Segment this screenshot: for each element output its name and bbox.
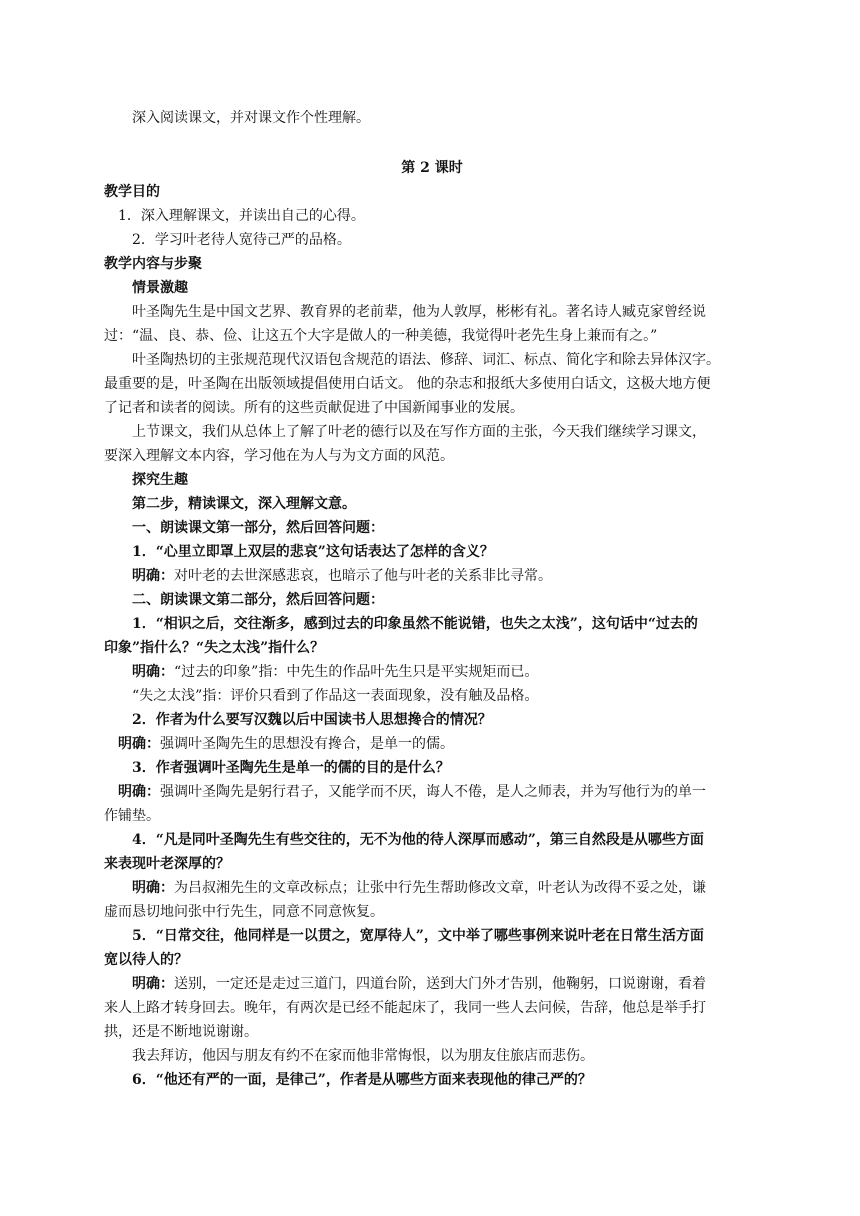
answer-label: 明确： xyxy=(132,568,174,584)
part-heading-2: 二、朗读课文第二部分，然后回答问题： xyxy=(132,592,384,608)
question-6: 5．“日常交往，他同样是一以贯之，宽厚待人”，文中举了哪些事例来说叶老在日常生活方面 xyxy=(132,928,704,944)
question-4: 3．作者强调叶圣陶先生是单一的儒的目的是什么？ xyxy=(132,760,450,776)
intro-line: 深入阅读课文，并对课文作个性理解。 xyxy=(132,110,370,126)
question-6-cont: 宽以待人的？ xyxy=(104,952,188,968)
answer-5 xyxy=(132,876,760,900)
answer-label: 明确： xyxy=(132,880,174,896)
paragraph-line: 最重要的是，叶圣陶在出版领域提倡使用白话文。 他的杂志和报纸大多使用白话文，这极大地方便 xyxy=(104,376,711,392)
question-2: 1．“相识之后，交往渐多，感到过去的印象虽然不能说错，也失之太浅”，这句话中“过去的 xyxy=(132,616,698,632)
answer-6-extra: 我去拜访，他因与朋友有约不在家而他非常悔恨，以为朋友住旅店而悲伤。 xyxy=(132,1048,594,1064)
answer-5-cont: 虚而恳切地问张中行先生，同意不同意恢复。 xyxy=(104,904,384,920)
paragraph-line: 过：“温、良、恭、俭、让这五个大字是做人的一种美德，我觉得叶老先生身上兼而有之。” xyxy=(104,328,658,344)
answer-label: 明确： xyxy=(132,976,174,992)
goals-heading: 教学目的 xyxy=(104,184,160,200)
paragraph-line: 叶圣陶热切的主张规范现代汉语包含规范的语法、修辞、词汇、标点、简化字和除去异体汉字。 xyxy=(132,352,720,368)
answer-text: 对叶老的去世深感悲哀，也暗示了他与叶老的关系非比寻常。 xyxy=(174,568,552,584)
answer-label: 明确： xyxy=(118,736,160,752)
answer-2 xyxy=(132,660,788,684)
answer-text: 强调叶圣陶先是躬行君子，又能学而不厌，诲人不倦，是人之师表，并为写他行为的单一 xyxy=(160,784,706,800)
part-heading-1: 一、朗读课文第一部分，然后回答问题： xyxy=(132,520,384,536)
answer-2-cont: “失之太浅”指：评价只看到了作品这一表面现象，没有触及品格。 xyxy=(132,688,539,704)
answer-text: “过去的印象”指：中先生的作品叶先生只是平实规矩而已。 xyxy=(174,664,539,680)
answer-label: 明确： xyxy=(118,784,160,800)
answer-label: 明确： xyxy=(132,664,174,680)
step-heading: 第二步，精读课文，深入理解文意。 xyxy=(132,496,356,512)
question-3: 2．作者为什么要写汉魏以后中国读书人思想搀合的情况？ xyxy=(132,712,492,728)
question-7: 6．“他还有严的一面，是律己”，作者是从哪些方面来表现他的律己严的？ xyxy=(132,1072,592,1088)
paragraph-line: 了记者和读者的阅读。所有的这些贡献促进了中国新闻事业的发展。 xyxy=(104,400,524,416)
paragraph-line: 要深入理解文本内容，学习他在为人与为文方面的风范。 xyxy=(104,448,454,464)
answer-4-cont: 作铺垫。 xyxy=(104,808,160,824)
answer-text: 送别，一定还是走过三道门，四道台阶，送到大门外才告别，他鞠躬，口说谢谢，看着 xyxy=(174,976,706,992)
question-1: 1．“心里立即罩上双层的悲哀”这句话表达了怎样的含义？ xyxy=(132,544,494,560)
answer-6-cont: 来人上路才转身回去。晚年，有两次是已经不能起床了，我同一些人去问候，告辞，他总是举手打 xyxy=(104,1000,706,1016)
question-5-cont: 来表现叶老深厚的？ xyxy=(104,856,230,872)
answer-4 xyxy=(118,780,760,804)
lesson-title: 第 2 课时 xyxy=(401,160,463,176)
paragraph-line: 上节课文，我们从总体上了解了叶老的德行以及在写作方面的主张，今天我们继续学习课文， xyxy=(132,424,706,440)
goal-item-1: 1．深入理解课文，并读出自己的心得。 xyxy=(118,208,365,224)
question-5: 4．“凡是同叶圣陶先生有些交往的，无不为他的待人深厚而感动”，第三自然段是从哪些方面 xyxy=(132,832,704,848)
paragraph-line: 叶圣陶先生是中国文艺界、教育界的老前辈，他为人敦厚，彬彬有礼。著名诗人臧克家曾经说 xyxy=(132,304,706,320)
answer-text: 强调叶圣陶先生的思想没有搀合，是单一的儒。 xyxy=(160,736,454,752)
answer-3 xyxy=(118,732,774,756)
question-2-cont: 印象”指什么？“失之太浅”指什么？ xyxy=(104,640,325,656)
answer-1 xyxy=(132,564,788,588)
answer-6 xyxy=(132,972,760,996)
section-heading-tanjiu: 探究生趣 xyxy=(132,472,188,488)
goal-item-2: 2．学习叶老待人宽待己严的品格。 xyxy=(132,232,351,248)
answer-text: 为吕叔湘先生的文章改标点；让张中行先生帮助修改文章，叶老认为改得不妥之处，谦 xyxy=(174,880,706,896)
section-heading-qingjing: 情景激趣 xyxy=(132,280,188,296)
steps-heading: 教学内容与步聚 xyxy=(104,256,202,272)
answer-6-cont: 拱，还是不断地说谢谢。 xyxy=(104,1024,258,1040)
